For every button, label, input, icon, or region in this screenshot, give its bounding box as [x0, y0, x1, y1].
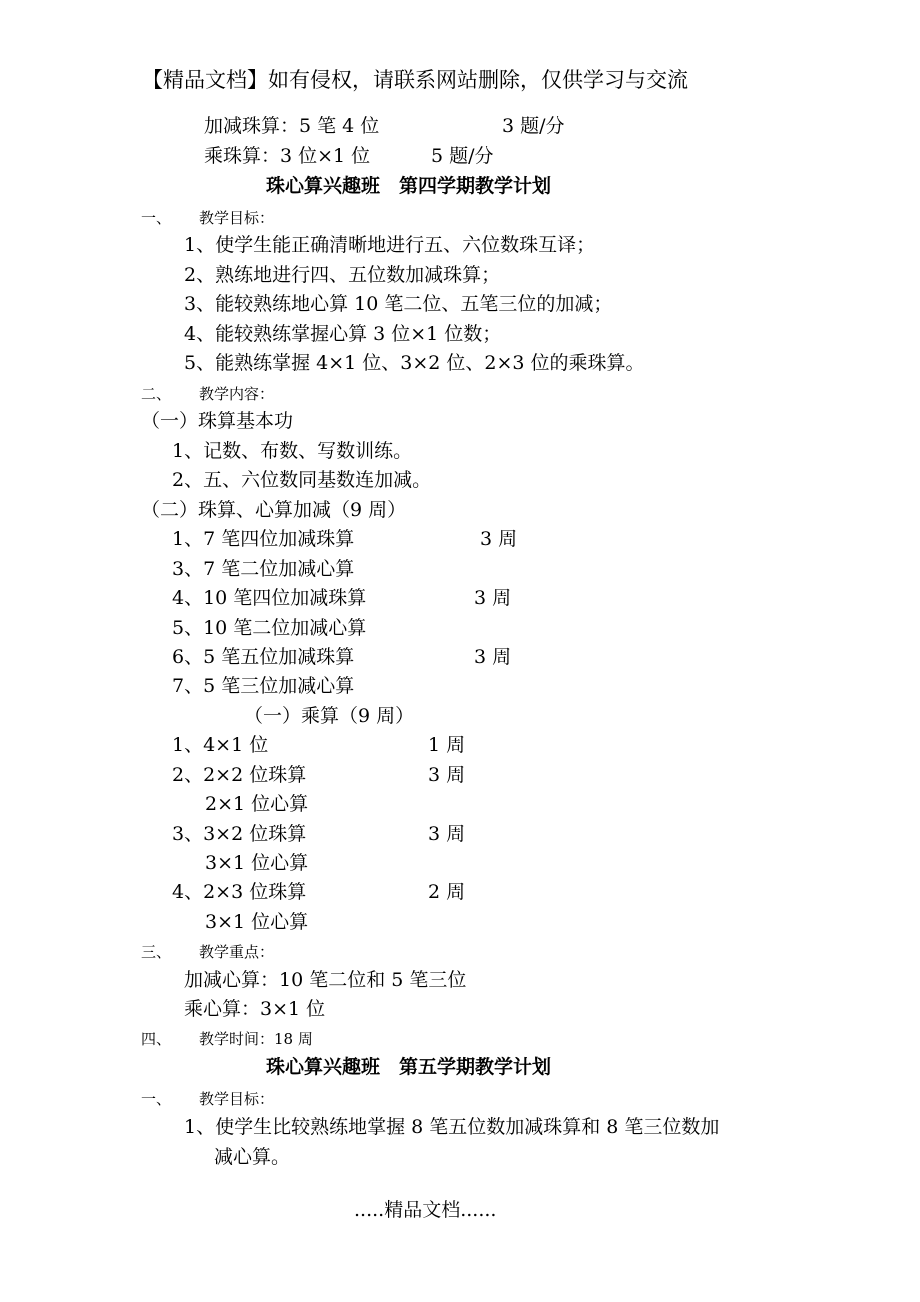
content-item: 2、2×2 位珠算 — [172, 764, 307, 786]
content-item: 1、7 笔四位加减珠算 — [172, 528, 355, 550]
subsection-title: （二）珠算、心算加减（9 周） — [141, 499, 407, 521]
section-number: 三、 — [141, 943, 172, 961]
content-weeks: 2 周 — [428, 881, 466, 903]
header-text: 【精品文档】如有侵权，请联系网站删除，仅供学习与交流 — [142, 68, 688, 92]
section-number: 一、 — [141, 1090, 172, 1108]
goal-item-continuation: 减心算。 — [214, 1146, 291, 1168]
section-number: 一、 — [141, 209, 172, 227]
content-item: 3、3×2 位珠算 — [172, 823, 307, 845]
rate-line-label: 加减珠算：5 笔 4 位 — [204, 115, 380, 137]
plan4-title: 珠心算兴趣班 第四学期教学计划 — [266, 175, 552, 197]
content-item: 6、5 笔五位加减珠算 — [172, 646, 355, 668]
footer-text: .....精品文档...... — [354, 1199, 497, 1221]
section-title: 教学重点： — [199, 943, 275, 961]
content-item: 2、五、六位数同基数连加减。 — [172, 469, 432, 491]
content-item: 5、10 笔二位加减心算 — [172, 617, 367, 639]
content-weeks: 3 周 — [474, 587, 512, 609]
section-number: 四、 — [141, 1030, 172, 1048]
goal-item: 5、能熟练掌握 4×1 位、3×2 位、2×3 位的乘珠算。 — [184, 352, 645, 374]
section-title: 教学目标： — [199, 1090, 275, 1108]
plan5-title: 珠心算兴趣班 第五学期教学计划 — [266, 1056, 552, 1078]
focus-item: 乘心算：3×1 位 — [184, 998, 326, 1020]
content-weeks: 3 周 — [480, 528, 518, 550]
subsection-title: （一）乘算（9 周） — [244, 705, 415, 727]
content-weeks: 3 周 — [428, 764, 466, 786]
content-item: 7、5 笔三位加减心算 — [172, 675, 355, 697]
rate-line-label: 乘珠算：3 位×1 位 — [204, 145, 371, 167]
focus-item: 加减心算：10 笔二位和 5 笔三位 — [184, 969, 467, 991]
section-number: 二、 — [141, 385, 172, 403]
section-title: 教学时间：18 周 — [199, 1030, 313, 1048]
content-item: 4、10 笔四位加减珠算 — [172, 587, 367, 609]
goal-item: 1、使学生比较熟练地掌握 8 笔五位数加减珠算和 8 笔三位数加 — [184, 1116, 720, 1138]
goal-item: 3、能较熟练地心算 10 笔二位、五笔三位的加减； — [184, 293, 613, 315]
goal-item: 1、使学生能正确清晰地进行五、六位数珠互译； — [184, 234, 596, 256]
content-item: 2×1 位心算 — [205, 793, 309, 815]
content-item: 4、2×3 位珠算 — [172, 881, 307, 903]
content-item: 3×1 位心算 — [205, 852, 309, 874]
goal-item: 2、熟练地进行四、五位数加减珠算； — [184, 264, 501, 286]
rate-line-value: 3 题/分 — [502, 115, 565, 137]
content-item: 3、7 笔二位加减心算 — [172, 558, 355, 580]
content-item: 3×1 位心算 — [205, 911, 309, 933]
content-weeks: 3 周 — [428, 823, 466, 845]
goal-item: 4、能较熟练掌握心算 3 位×1 位数； — [184, 323, 502, 345]
content-item: 1、4×1 位 — [172, 734, 269, 756]
content-weeks: 3 周 — [474, 646, 512, 668]
subsection-title: （一）珠算基本功 — [141, 410, 294, 432]
rate-line-value: 5 题/分 — [431, 145, 494, 167]
content-weeks: 1 周 — [428, 734, 466, 756]
section-title: 教学内容： — [199, 385, 275, 403]
section-title: 教学目标： — [199, 209, 275, 227]
content-item: 1、记数、布数、写数训练。 — [172, 440, 413, 462]
